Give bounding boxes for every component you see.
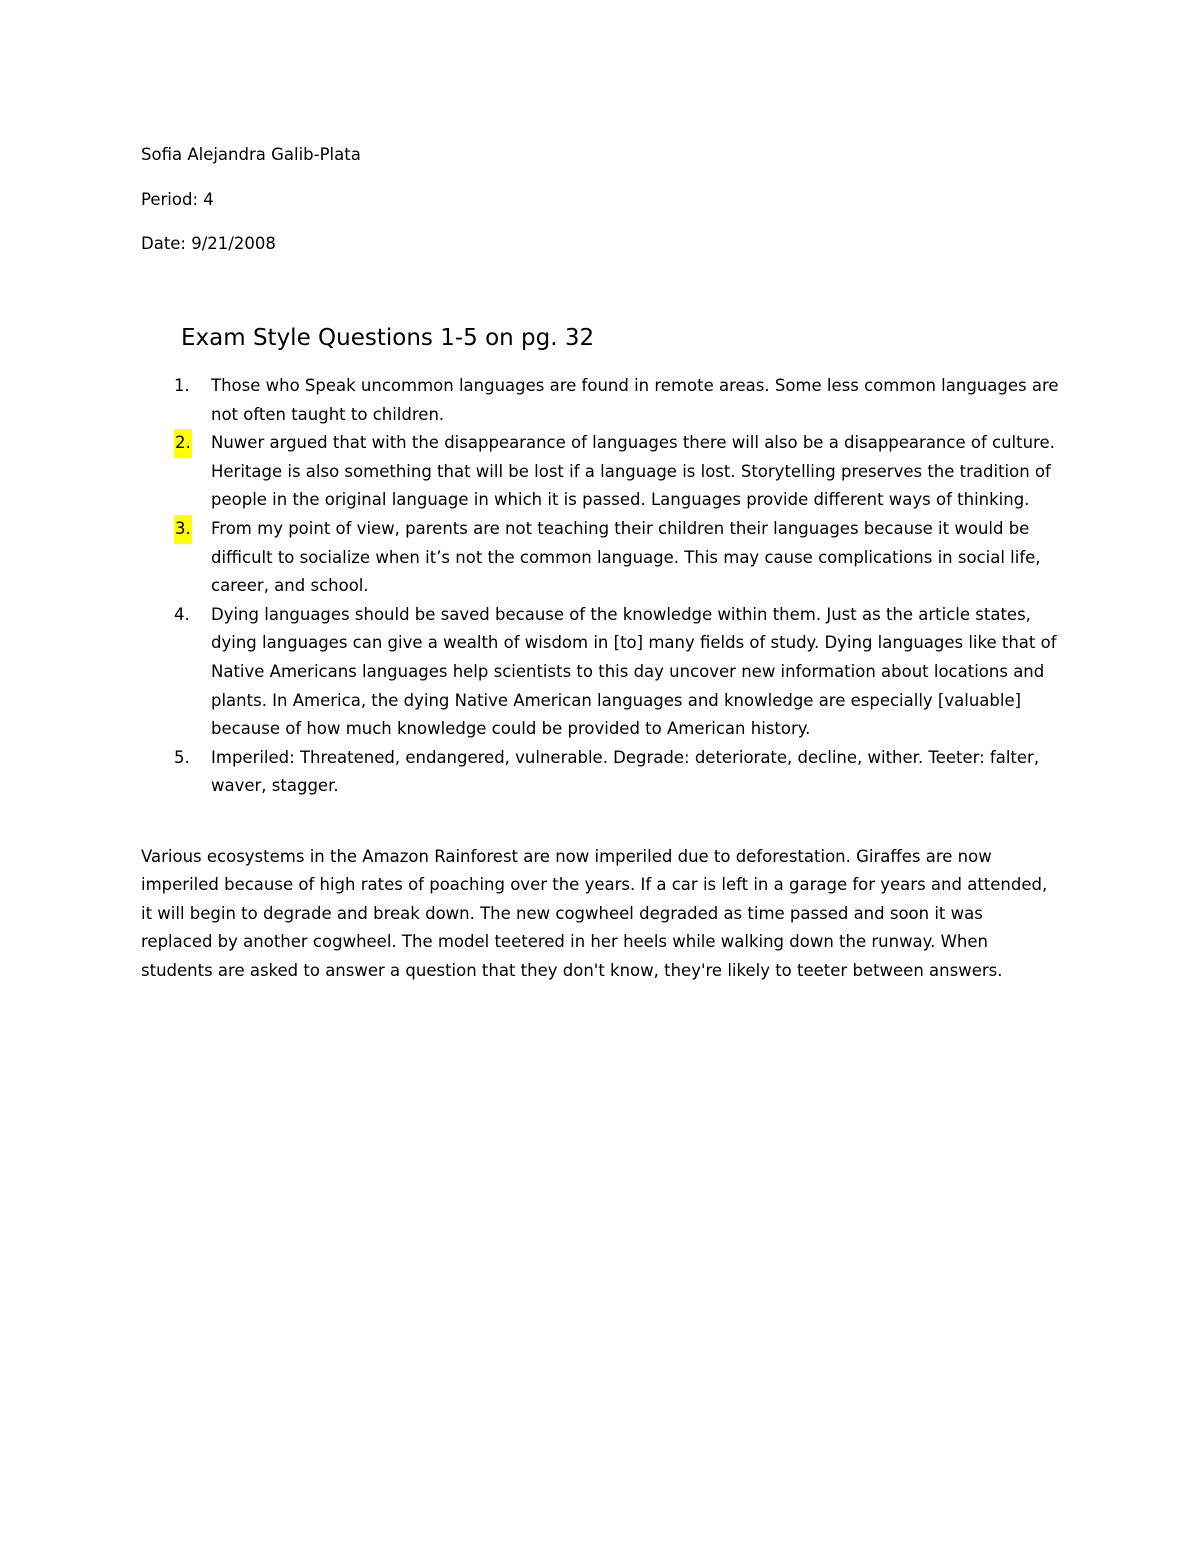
answer-item-4 [174, 601, 1074, 744]
answer-number: 4. [174, 604, 190, 624]
answer-number-highlighted: 2. [174, 429, 192, 458]
answer-number: 5. [174, 747, 190, 767]
answer-text: Imperiled: Threatened, endangered, vulnerable. Degrade: deteriorate, decline, wither. Teeter: falter, waver, stagger. [211, 747, 1040, 796]
answer-text: Nuwer argued that with the disappearance of languages there will also be a disappearance of culture. Heritage is also something that will be lost if a language is lost. Storytelling preserves the tradition of people in the original language in which it is passed. Languages provide different ways of thinking. [211, 433, 1055, 510]
answer-item-2 [174, 429, 1074, 515]
answer-number-highlighted: 3. [174, 515, 192, 544]
date-line: Date: 9/21/2008 [141, 234, 276, 253]
answer-number: 1. [174, 376, 190, 395]
answer-item-5 [174, 744, 1074, 801]
student-name: Sofia Alejandra Galib-Plata [141, 145, 361, 164]
example-sentences-paragraph: Various ecosystems in the Amazon Rainforest are now imperiled due to deforestation. Giraffes are now imperiled because of high rates of poaching over the years. If a car is left in a garage for years and attended, it will begin to degrade and break down. The new cogwheel degraded as time passed and soon it was replaced by another cogwheel. The model teetered in her heels while walking down the runway. When students are asked to answer a question that they don't know, they're likely to teeter between answers. [141, 847, 1048, 980]
page-title: Exam Style Questions 1-5 on pg. 32 [181, 325, 595, 351]
answer-list [174, 372, 1074, 801]
period-line: Period: 4 [141, 190, 214, 209]
answer-text: Dying languages should be saved because of the knowledge within them. Just as the article states, dying languages can give a wealth of wisdom in [to] many fields of study. Dying languages like that of Native Americans languages help scientists to this day uncover new information about locations and plants. In America, the dying Native American languages and knowledge are especially [valuable] because of how much knowledge could be provided to American history. [211, 604, 1057, 739]
answer-text: Those who Speak uncommon languages are found in remote areas. Some less common languages are not often taught to children. [211, 376, 1059, 424]
answer-text: From my point of view, parents are not teaching their children their languages because it would be difficult to socialize when it’s not the common language. This may cause complications in social life, career, and school. [211, 518, 1041, 596]
answer-item-1 [174, 372, 1074, 429]
answer-item-3 [174, 515, 1074, 601]
